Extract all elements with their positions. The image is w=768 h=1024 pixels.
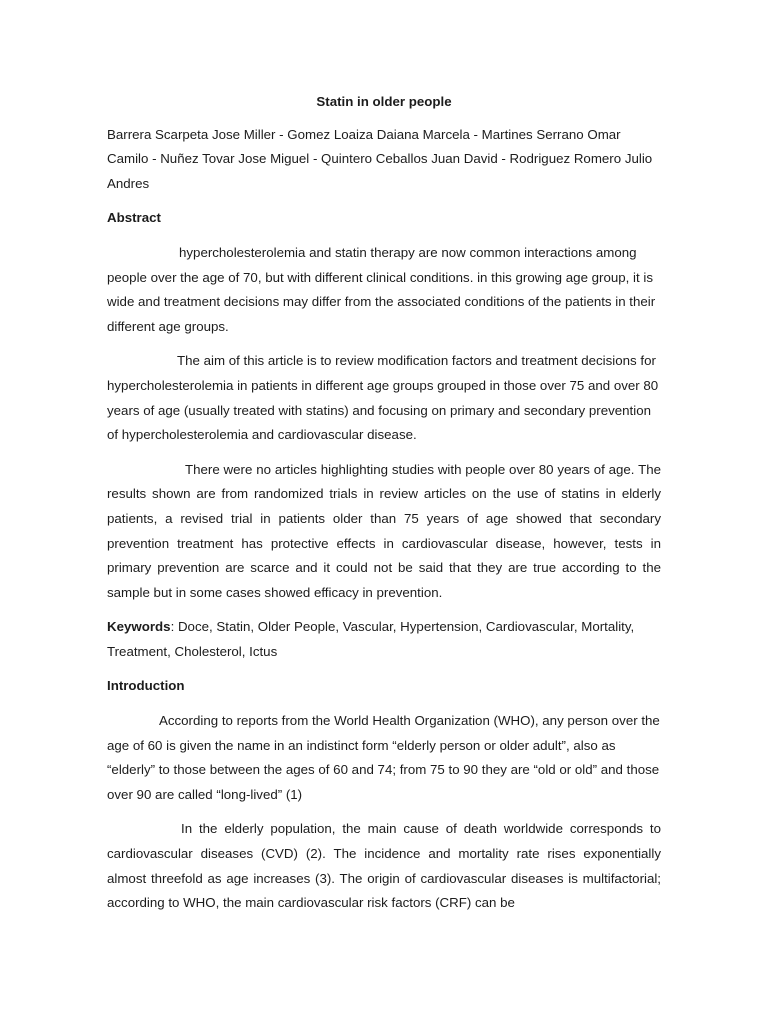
document-page bbox=[107, 90, 661, 926]
abstract-paragraph: There were no articles highlighting studies with people over 80 years of age. The results shown are from randomized trials in review articles on the use of statins in elderly patients, a revised trial in patients older than 75 years of age showed that secondary prevention treatment has protective effects in cardiovascular disease, however, tests in primary prevention are scarce and it could not be said that they are true according to the sample but in some cases showed efficacy in prevention. bbox=[107, 461, 661, 600]
author-list: Barrera Scarpeta Jose Miller - Gomez Loaiza Daiana Marcela - Martines Serrano Omar Camilo - Nuñez Tovar Jose Miguel - Quintero Ceballos Juan David - Rodriguez Romero Julio Andres bbox=[107, 126, 653, 191]
abstract-paragraph: hypercholesterolemia and statin therapy are now common interactions among people over the age of 70, but with different clinical conditions. in this growing age group, it is wide and treatment decisions may differ from the associated conditions of the patients in their different age groups. bbox=[107, 244, 656, 334]
paper-title: Statin in older people bbox=[316, 94, 452, 109]
abstract-heading: Abstract bbox=[107, 210, 161, 226]
abstract-paragraph: The aim of this article is to review modification factors and treatment decisions for hypercholesterolemia in patients in different age groups grouped in those over 75 and over 80 years of age (usually treated with statins) and focusing on primary and secondary prevention of hypercholesterolemia and cardiovascular disease. bbox=[107, 353, 659, 443]
keywords-paragraph bbox=[107, 615, 661, 664]
keywords-label: Keywords bbox=[107, 619, 171, 635]
introduction-paragraph: In the elderly population, the main cause of death worldwide corresponds to cardiovascular diseases (CVD) (2). The incidence and mortality rate rises exponentially almost threefold as age increases (3). The origin of cardiovascular diseases is multifactorial; according to WHO, the main cardiovascular risk factors (CRF) can be bbox=[107, 821, 661, 911]
introduction-heading: Introduction bbox=[107, 678, 185, 694]
introduction-paragraph: According to reports from the World Health Organization (WHO), any person over the age of 60 is given the name in an indistinct form “elderly person or older adult”, also as “elderly” to those between the ages of 60 and 74; from 75 to 90 they are “old or old” and those over 90 are called “long-lived” (1) bbox=[107, 713, 660, 802]
keywords-list: : Doce, Statin, Older People, Vascular, Hypertension, Cardiovascular, Mortality, Treatment, Cholesterol, Ictus bbox=[107, 619, 635, 659]
